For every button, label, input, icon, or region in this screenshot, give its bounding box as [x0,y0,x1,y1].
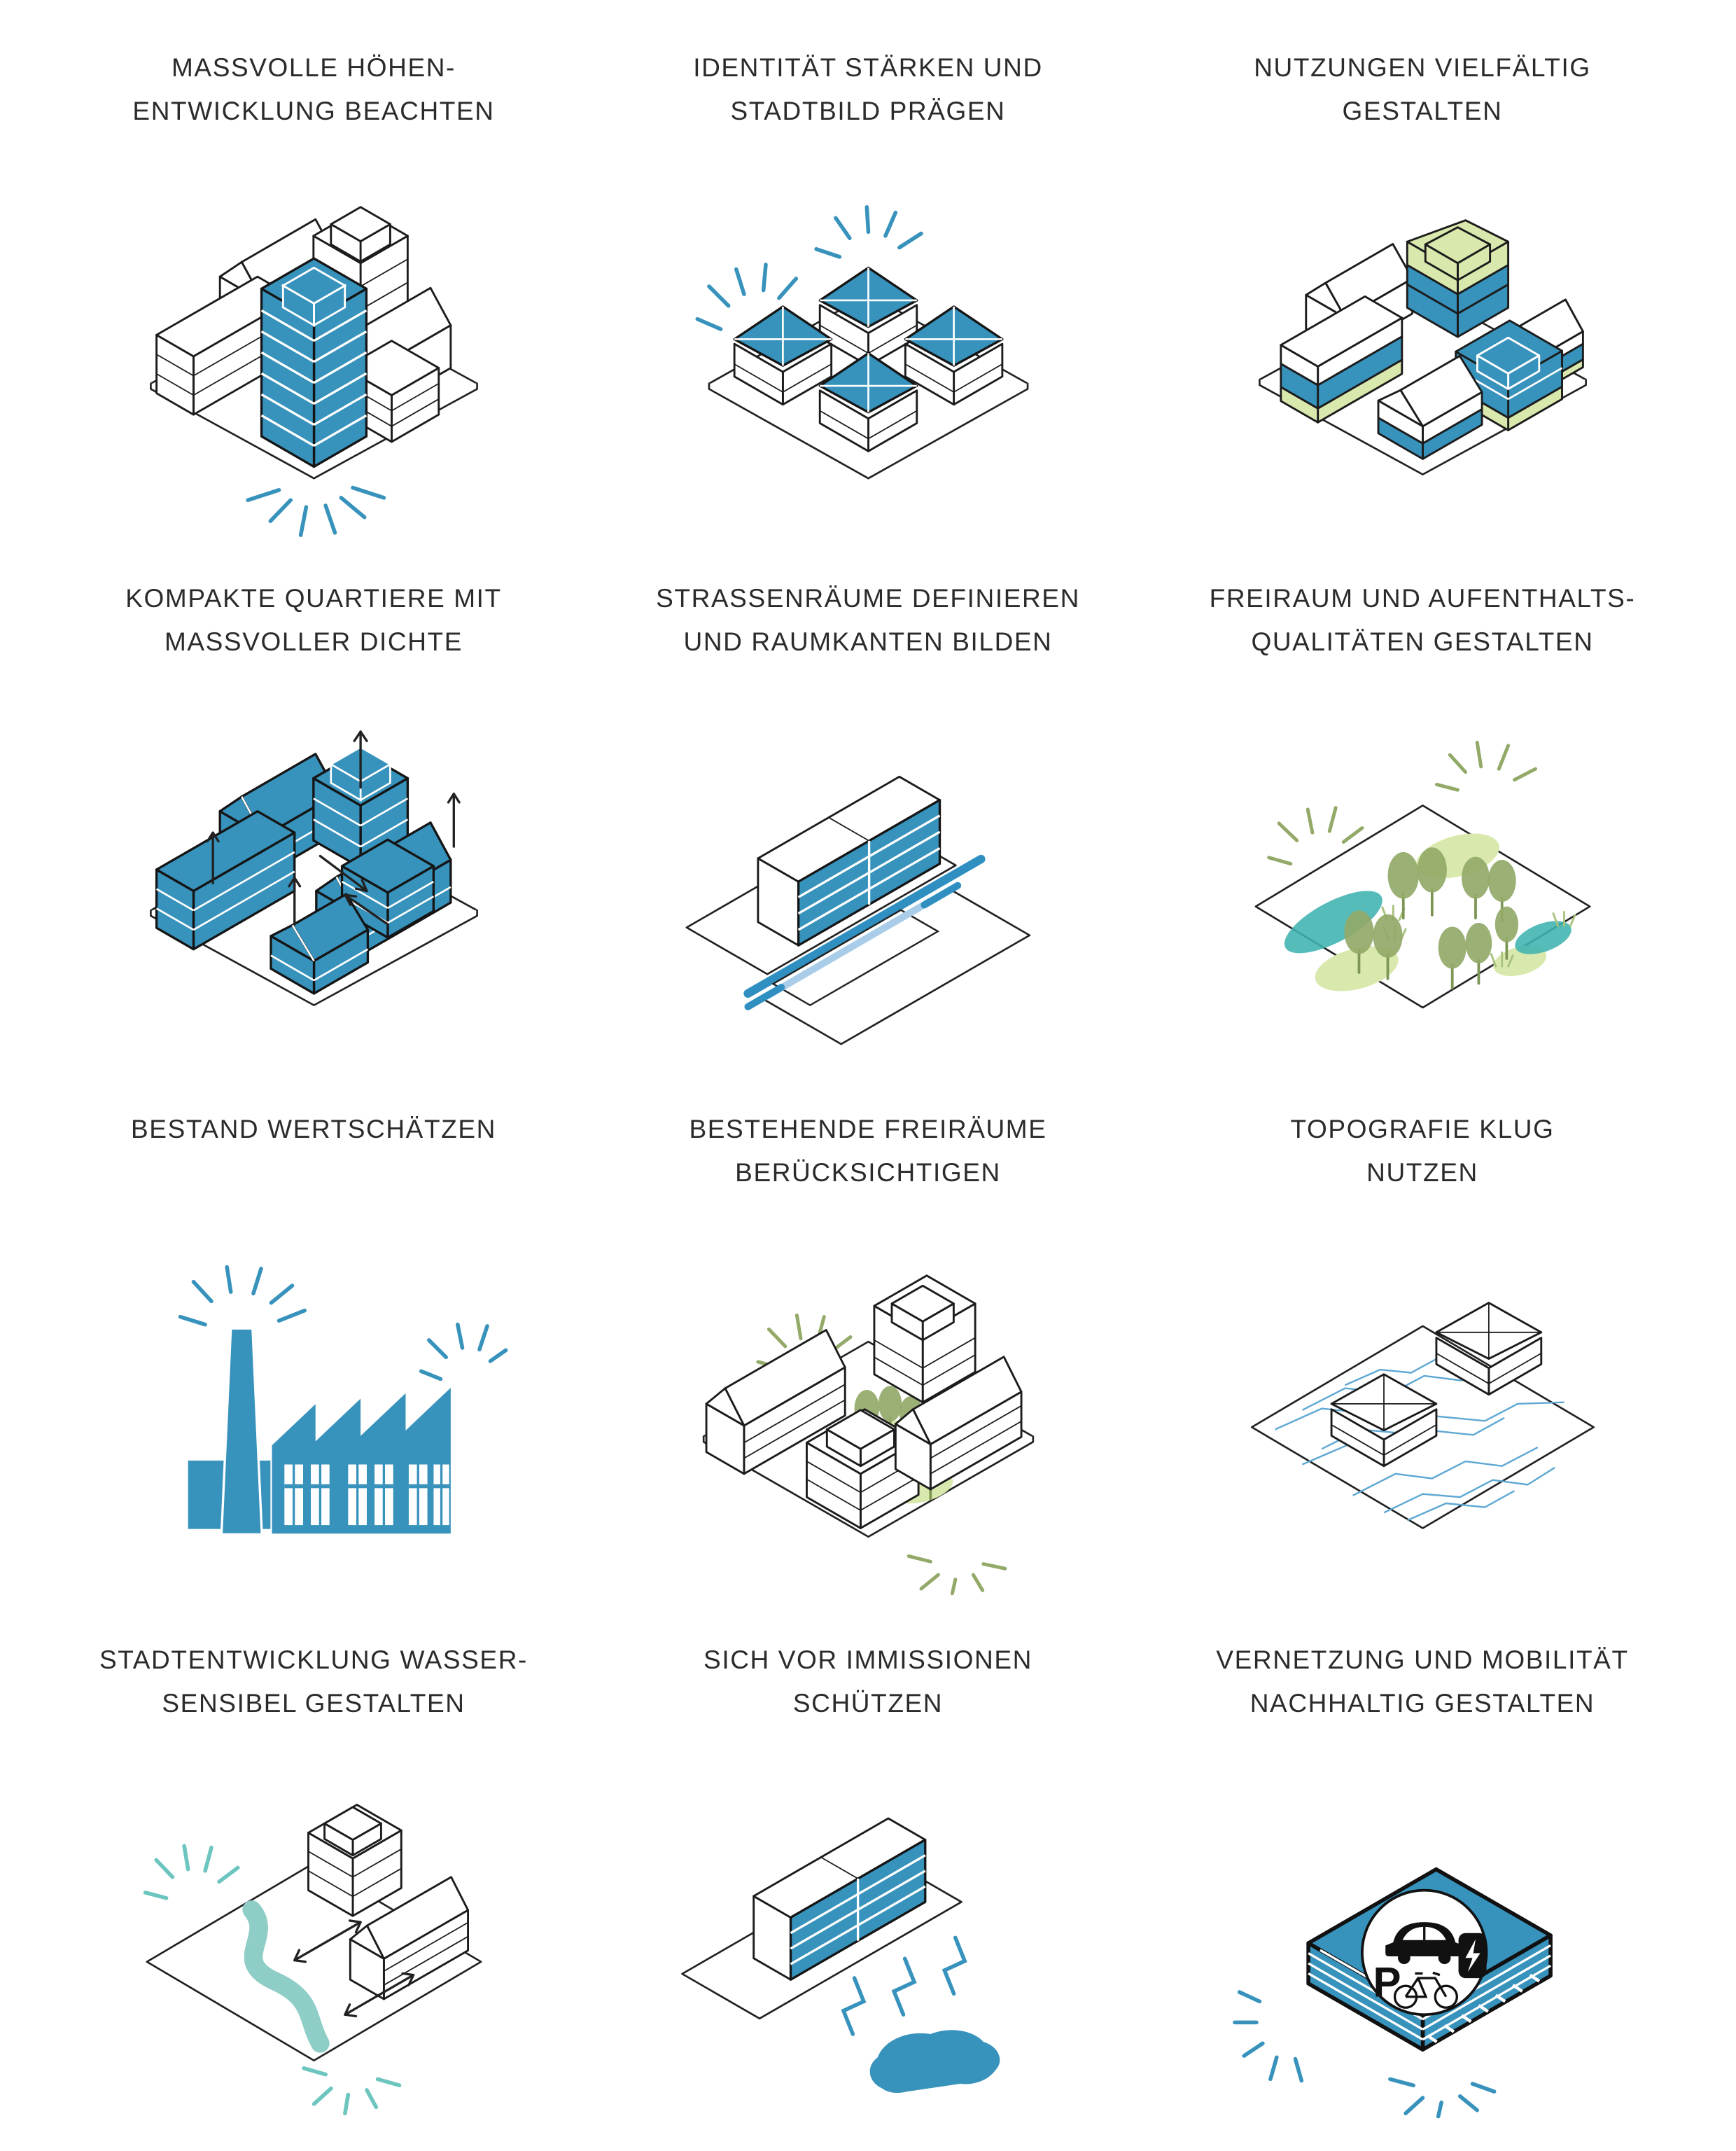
street-edge-illustration [674,716,1063,1074]
title-line-1: STADTENTWICKLUNG WASSER- [99,1645,528,1674]
illustration-area [49,1231,578,1620]
principle-card-kompakt [49,559,578,1090]
principle-title [49,1090,578,1231]
mobility-hub-illustration [1228,1777,1617,2136]
factory-silhouette [188,1328,451,1534]
principle-title [49,1620,578,1762]
car-silhouette [869,2030,1000,2093]
illustration-area [603,700,1133,1090]
illustration-area [1158,169,1687,559]
topography-illustration [1228,1246,1617,1605]
title-line-2: NACHHALTIG GESTALTEN [1250,1689,1595,1718]
title-line-1: KOMPAKTE QUARTIERE MIT [125,584,502,613]
ev-charging-icon [1458,1933,1486,1978]
title-line-2: SENSIBEL GESTALTEN [162,1689,465,1718]
title-line-1: FREIRAUM UND AUFENTHALTS- [1209,584,1636,613]
sparkle-burst-icon [1234,1992,1301,2081]
illustration-area [1158,700,1687,1090]
title-line-1: NUTZUNGEN VIELFÄLTIG [1254,53,1591,82]
title-line-2: BERÜCKSICHTIGEN [735,1158,1001,1187]
white-stepped-box [308,1805,401,1916]
factory-illustration [120,1246,508,1605]
principle-card-strassenraeume [603,559,1133,1090]
principle-card-wassersensibel [49,1620,578,2151]
mixed-use-buildings-illustration [1228,185,1617,543]
title-line-2: GESTALTEN [1342,97,1503,125]
dense-blue-block-illustration [120,716,508,1074]
principle-title [1158,559,1687,700]
principle-title [603,1090,1133,1231]
title-line-2: ENTWICKLUNG BEACHTEN [132,97,495,125]
sparkle-burst-icon [248,487,384,535]
sparkle-burst-icon [145,1846,237,1898]
parking-letter: P [1372,1958,1401,2006]
title-line-2: UND RAUMKANTEN BILDEN [683,627,1053,656]
illustration-area [49,169,578,559]
illustration-area [603,1231,1133,1620]
principle-title [603,28,1133,169]
illustration-area [603,169,1133,559]
title-line-1: SICH VOR IMMISSIONEN [704,1645,1032,1674]
principle-card-identitaet [603,28,1133,559]
title-line-1: MASSVOLLE HÖHEN- [172,53,456,82]
title-line-1: IDENTITÄT STÄRKEN UND [693,53,1043,82]
principle-card-bestehende-freiraeume [603,1090,1133,1620]
title-line-1: VERNETZUNG UND MOBILITÄT [1216,1645,1629,1674]
principle-title [603,1620,1133,1762]
title-line-1: BESTEHENDE FREIRÄUME [689,1115,1047,1143]
principle-title [1158,1090,1687,1231]
isometric-block-highlighted-tower-illustration [120,185,508,543]
principle-title [1158,1620,1687,1762]
title-line-1: TOPOGRAFIE KLUG [1290,1115,1555,1143]
park-illustration [1228,716,1617,1074]
title-line-2: QUALITÄTEN GESTALTEN [1251,627,1594,656]
illustration-area [49,700,578,1090]
principle-title [1158,28,1687,169]
principle-card-nutzungen [1158,28,1687,559]
park-plot [1255,805,1589,1008]
parking-badge [1362,1891,1486,2015]
courtyard-trees-illustration [674,1246,1063,1605]
sparkle-burst-icon [304,2068,400,2113]
principle-card-immissionen [603,1620,1133,2151]
principle-title [603,559,1133,700]
sparkle-burst-icon [909,1556,1005,1593]
illustration-area [49,1762,578,2151]
immission-protection-illustration [674,1777,1063,2136]
title-line-2: SCHÜTZEN [792,1689,944,1718]
principle-card-mobilitaet [1158,1620,1687,2151]
title-line-1: STRASSENRÄUME DEFINIEREN [656,584,1080,613]
title-line-2: MASSVOLLER DICHTE [164,627,463,656]
illustration-area [1158,1231,1687,1620]
illustration-area [1158,1762,1687,2151]
title-line-2: NUTZEN [1366,1158,1478,1187]
principle-card-freiraum [1158,559,1687,1090]
title-line-2: STADTBILD PRÄGEN [730,97,1006,125]
principle-title [49,559,578,700]
principle-card-hoehenentwicklung [49,28,578,559]
illustration-area [603,1762,1133,2151]
title-line-2 [49,1151,578,1195]
title-line-1: BESTAND WERTSCHÄTZEN [131,1115,496,1143]
principle-card-bestand [49,1090,578,1620]
principle-title [49,28,578,169]
principle-card-topografie [1158,1090,1687,1620]
sparkle-burst-icon [1390,2079,1494,2116]
highlighted-blue-tower [261,258,366,466]
blue-roof-houses-illustration [674,185,1063,543]
water-sensitive-illustration [120,1777,508,2136]
